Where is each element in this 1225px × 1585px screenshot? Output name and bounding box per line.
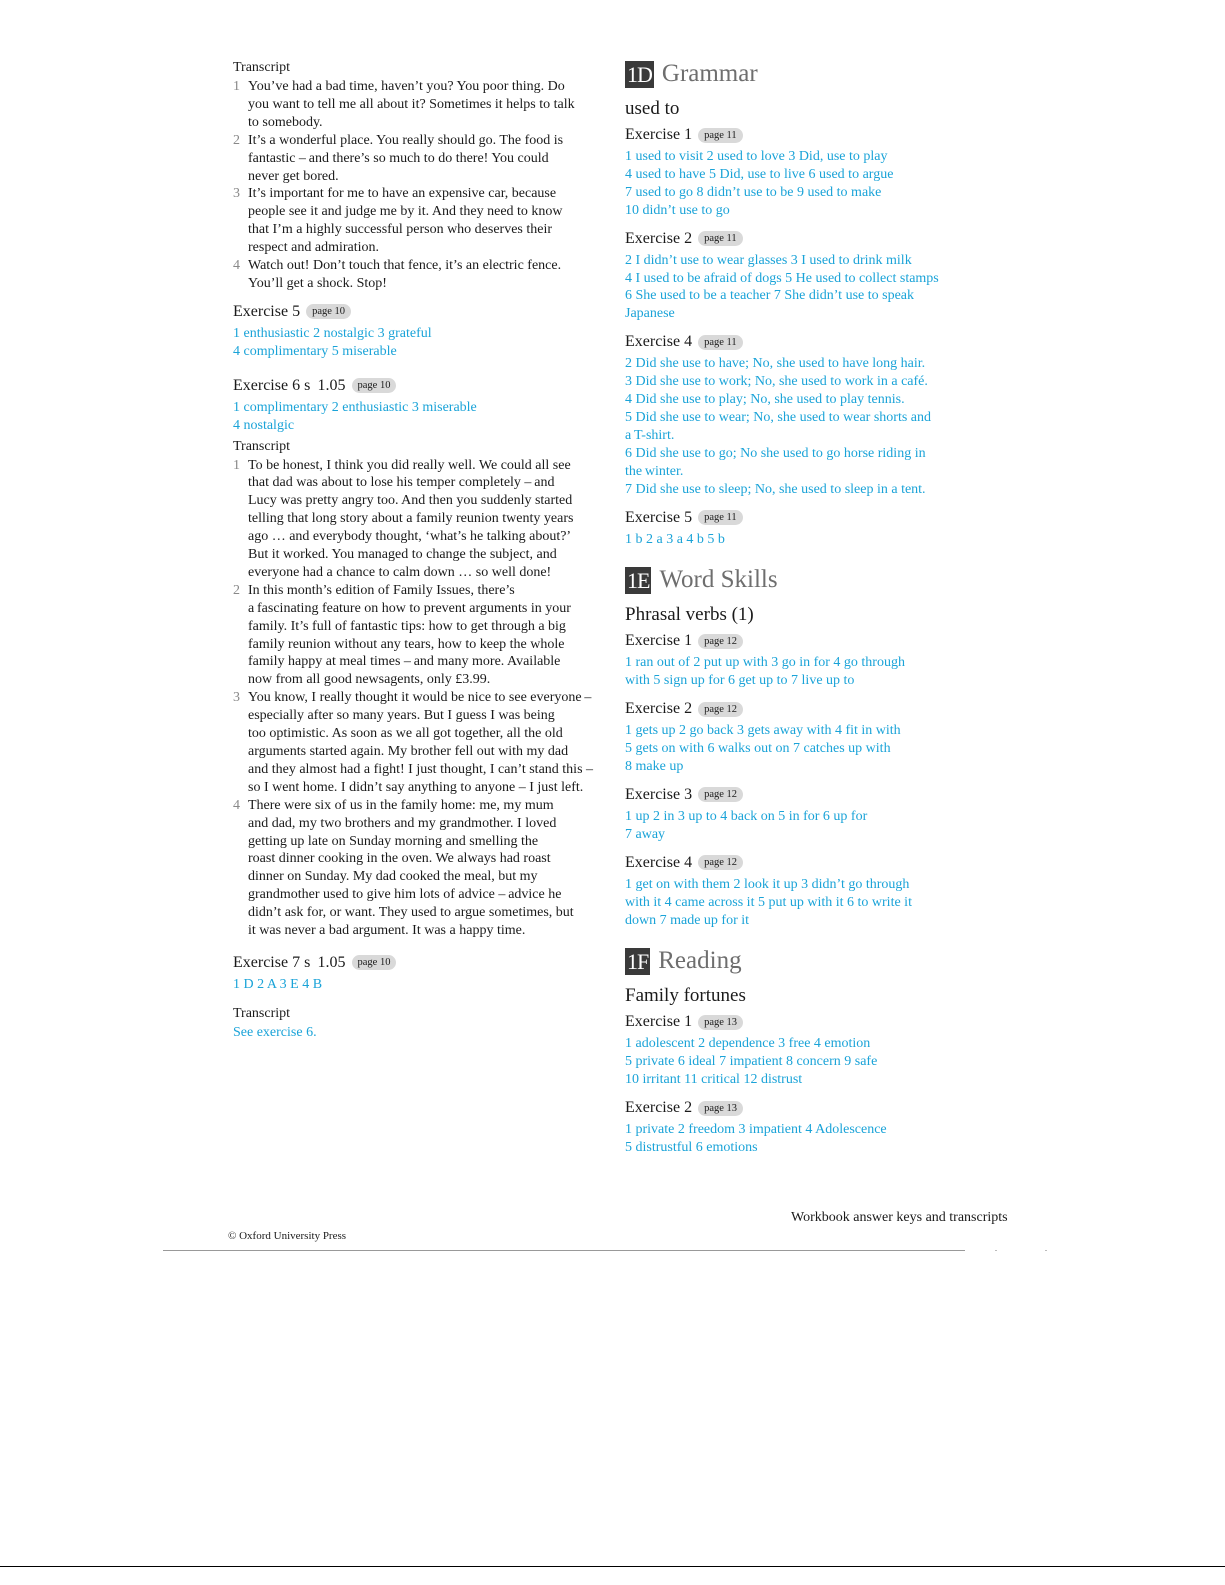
answer-line: 5 gets on with 6 walks out on 7 catches up with <box>625 741 891 757</box>
page-badge: page 12 <box>698 787 743 802</box>
transcript-line <box>233 582 608 600</box>
transcript-text: You’ve had a bad time, haven’t you? You poor thing. Do <box>248 79 565 94</box>
item-number <box>233 725 248 743</box>
transcript-text: that dad was about to lose his temper completely – and <box>248 475 555 491</box>
exercise-heading <box>625 333 1005 351</box>
item-number <box>233 779 248 797</box>
exercise-answers <box>625 531 1005 549</box>
exercise-title: Exercise 4 <box>625 853 693 871</box>
item-number <box>233 564 248 582</box>
transcript-line <box>233 743 608 761</box>
answer-line: 7 Did she use to sleep; No, she used to sleep in a tent. <box>625 481 926 497</box>
exercise-title: Exercise 1 <box>625 126 693 143</box>
answer-line: 4 complimentary 5 miserable <box>233 343 397 359</box>
item-number: 3 <box>233 186 240 202</box>
exercise-answers <box>625 1035 1005 1089</box>
transcript-line <box>233 185 608 203</box>
transcript-text: In this month’s edition of Family Issues, there’s <box>248 582 515 598</box>
answer-line: 10 didn’t use to go <box>625 202 730 218</box>
exercise-answers <box>625 252 1005 324</box>
item-number <box>233 114 248 132</box>
answer-line: 7 away <box>625 826 666 842</box>
item-number <box>233 221 248 239</box>
answer-line: 4 used to have 5 Did, use to live 6 used to argue <box>625 166 894 182</box>
transcript-line <box>233 203 608 221</box>
answer-line: the winter. <box>625 463 684 479</box>
footer-title: Workbook answer keys and transcripts <box>791 1210 1008 1225</box>
exercise-title: Exercise 4 <box>625 333 693 351</box>
transcript-line <box>233 922 608 940</box>
answer-line: Japanese <box>625 306 675 322</box>
transcript-line <box>233 96 608 114</box>
exercise-answers <box>625 876 1005 930</box>
exercise-heading <box>625 632 1005 650</box>
exercise-title: Exercise 5 <box>625 508 693 526</box>
exercise-heading <box>625 1099 1005 1117</box>
transcript-line <box>233 868 608 886</box>
transcript-line <box>233 600 608 618</box>
transcript-line <box>233 850 608 868</box>
transcript-text: To be honest, I think you did really well. We could all see <box>248 457 571 473</box>
item-number: 4 <box>233 797 240 813</box>
section-code: 1E <box>627 567 650 593</box>
transcript-line <box>233 78 608 96</box>
transcript-text: it was never a bad argument. It was a happy time. <box>248 923 526 939</box>
item-number <box>233 653 248 671</box>
exercise-title: Exercise 1 <box>625 1013 693 1031</box>
answer-line: 1 D 2 A 3 E 4 B <box>233 976 323 992</box>
transcript-line <box>233 797 608 815</box>
exercise-title: Exercise 2 <box>625 229 693 247</box>
answer-line: 10 irritant 11 critical 12 distrust <box>625 1072 803 1088</box>
transcript-line <box>233 671 608 689</box>
section-title: Word Skills <box>659 566 778 594</box>
left-column <box>233 60 608 1042</box>
item-number <box>233 761 248 779</box>
item-number <box>233 833 248 851</box>
item-number <box>233 850 248 868</box>
answer-line: 1 complimentary 2 enthusiastic 3 miserable <box>233 399 477 415</box>
section-1e <box>625 566 1005 929</box>
exercise-7-answers <box>233 976 608 994</box>
page-badge: page 13 <box>698 1101 743 1116</box>
section-1d <box>625 60 1005 548</box>
exercise-answers <box>625 148 1005 220</box>
page-badge: page 12 <box>698 855 743 870</box>
transcript-text: It’s a wonderful place. You really should go. The food is <box>248 132 564 148</box>
transcript-1 <box>233 78 608 293</box>
transcript-text: Lucy was pretty angry too. And then you suddenly started <box>248 493 573 509</box>
item-number <box>233 474 248 492</box>
transcript-label: Transcript <box>233 1005 291 1021</box>
transcript-text: There were six of us in the family home: me, my mum <box>248 797 554 813</box>
section-title: Reading <box>658 947 742 975</box>
exercise-title: Exercise 2 <box>625 700 693 718</box>
answer-line: a T-shirt. <box>625 427 675 443</box>
transcript-line <box>233 221 608 239</box>
answer-line: 1 up 2 in 3 up to 4 back on 5 in for 6 up for <box>625 808 868 824</box>
transcript-line <box>233 150 608 168</box>
answer-line: 1 enthusiastic 2 nostalgic 3 grateful <box>233 325 432 341</box>
item-number <box>233 203 248 221</box>
transcript-2 <box>233 457 608 940</box>
item-number <box>233 618 248 636</box>
exercise-title: Exercise 5 <box>233 302 301 320</box>
item-number <box>233 600 248 618</box>
section-subtitle: used to <box>625 98 680 119</box>
page-badge: page 13 <box>698 1015 743 1030</box>
transcript-line <box>233 653 608 671</box>
transcript-text: ago … and everybody thought, ‘what’s he talking about?’ <box>248 529 572 545</box>
transcript-text: too optimistic. As soon as we all got together, all the old <box>248 726 563 742</box>
page-badge: page 10 <box>352 378 397 393</box>
item-number <box>233 168 248 186</box>
answer-line: down 7 made up for it <box>625 912 750 928</box>
exercise-title: Exercise 1 <box>625 632 693 650</box>
transcript-label: Transcript <box>233 438 291 454</box>
transcript-text: family. It’s full of fantastic tips: how to get through a big <box>248 618 566 634</box>
transcript-label: Transcript <box>233 60 291 75</box>
exercise-heading <box>625 126 1005 144</box>
answer-line: 5 distrustful 6 emotions <box>625 1140 758 1156</box>
answer-line: 1 gets up 2 go back 3 gets away with 4 fit in with <box>625 723 901 739</box>
transcript-line <box>233 474 608 492</box>
transcript-text: telling that long story about a family reunion twenty years <box>248 511 574 527</box>
transcript-text: fantastic – and there’s so much to do there! You could <box>248 150 549 166</box>
section-code: 1F <box>627 948 649 974</box>
item-number <box>233 707 248 725</box>
transcript-3-text: See exercise 6. <box>233 1024 317 1040</box>
exercise-heading <box>625 700 1005 718</box>
exercise-title: Exercise 3 <box>625 785 693 803</box>
exercise-answers <box>625 355 1005 498</box>
transcript-text: roast dinner cooking in the oven. We always had roast <box>248 851 551 867</box>
exercise-answers <box>625 722 1005 776</box>
transcript-line <box>233 689 608 707</box>
item-number <box>233 528 248 546</box>
transcript-text: never get bored. <box>248 168 339 184</box>
transcript-line <box>233 761 608 779</box>
page-badge: page 11 <box>698 128 743 143</box>
exercise-heading <box>625 230 1005 248</box>
item-number <box>233 239 248 257</box>
section-heading <box>625 566 1005 594</box>
page-badge: page 11 <box>698 510 743 525</box>
transcript-line <box>233 546 608 564</box>
transcript-text: you want to tell me all about it? Sometimes it helps to talk <box>248 96 575 112</box>
section-heading <box>625 947 1005 975</box>
transcript-text: dinner on Sunday. My dad cooked the meal, but my <box>248 869 538 885</box>
item-number <box>233 671 248 689</box>
item-number <box>233 886 248 904</box>
transcript-text: so I went home. I didn’t say anything to anyone – I just left. <box>248 779 584 795</box>
answer-line: 3 Did she use to work; No, she used to work in a café. <box>625 374 928 390</box>
answer-line: 4 I used to be afraid of dogs 5 He used to collect stamps <box>625 270 939 286</box>
transcript-text: everyone had a chance to calm down … so well done! <box>248 564 552 580</box>
transcript-line <box>233 707 608 725</box>
transcript-text: getting up late on Sunday morning and smelling the <box>248 833 539 849</box>
exercise-heading <box>625 509 1005 527</box>
exercise-6-answers <box>233 399 608 435</box>
item-number <box>233 96 248 114</box>
answer-line: 2 Did she use to have; No, she used to have long hair. <box>625 356 926 372</box>
exercise-title: Exercise 2 <box>625 1099 693 1117</box>
transcript-text: and they almost had a fight! I just thought, I can’t stand this – <box>248 761 594 777</box>
answer-line: 2 I didn’t use to wear glasses 3 I used to drink milk <box>625 252 912 268</box>
exercise-title: Exercise 7 s 1.05 <box>233 953 346 971</box>
transcript-text: arguments started again. My brother fell out with my dad <box>248 744 569 759</box>
answer-line: 7 used to go 8 didn’t use to be 9 used to make <box>625 184 882 200</box>
transcript-line <box>233 886 608 904</box>
transcript-text: But it worked. You managed to change the subject, and <box>248 547 557 563</box>
answer-line: with it 4 came across it 5 put up with it 6 to write it <box>625 894 912 910</box>
page-badge: page 12 <box>698 634 743 649</box>
section-subtitle: Phrasal verbs (1) <box>625 604 754 626</box>
section-code: 1D <box>627 61 652 87</box>
exercise-heading <box>625 786 1005 804</box>
transcript-text: that I’m a highly successful person who deserves their <box>248 222 553 238</box>
transcript-line <box>233 779 608 797</box>
item-number <box>233 492 248 510</box>
transcript-line <box>233 564 608 582</box>
section-title: Grammar <box>661 60 758 87</box>
answer-line: 1 ran out of 2 put up with 3 go in for 4 go through <box>625 655 905 671</box>
transcript-line <box>233 275 608 293</box>
page-badge: page 11 <box>698 231 743 246</box>
transcript-text: to somebody. <box>248 114 323 130</box>
answer-line: with 5 sign up for 6 get up to 7 live up to <box>625 673 855 689</box>
item-number <box>233 904 248 922</box>
answer-line: 1 get on with them 2 look it up 3 didn’t go through <box>625 876 910 892</box>
transcript-text: grandmother used to give him lots of advice – advice he <box>248 887 562 903</box>
item-number: 1 <box>233 79 240 94</box>
section-heading <box>625 60 1005 88</box>
page-badge: page 11 <box>698 335 743 350</box>
transcript-line <box>233 257 608 275</box>
transcript-line <box>233 132 608 150</box>
transcript-text: now from all good newsagents, only £3.99. <box>248 672 491 688</box>
transcript-line <box>233 528 608 546</box>
transcript-text: Watch out! Don’t touch that fence, it’s an electric fence. <box>248 258 562 274</box>
transcript-line <box>233 618 608 636</box>
transcript-line <box>233 833 608 851</box>
exercise-6-heading <box>233 377 608 395</box>
item-number: 2 <box>233 582 240 598</box>
answer-line: 1 adolescent 2 dependence 3 free 4 emotion <box>625 1036 871 1052</box>
exercise-answers <box>625 654 1005 690</box>
item-number <box>233 636 248 654</box>
transcript-text: You know, I really thought it would be nice to see everyone – <box>248 690 592 706</box>
transcript-text: family happy at meal times – and many more. Available <box>248 654 561 670</box>
right-column <box>625 60 1005 1157</box>
transcript-line <box>233 510 608 528</box>
item-number: 4 <box>233 258 240 274</box>
transcript-text: people see it and judge me by it. And they need to know <box>248 204 563 220</box>
transcript-line <box>233 239 608 257</box>
item-number <box>233 868 248 886</box>
answer-line: 8 make up <box>625 759 684 775</box>
page-badge: page 10 <box>306 304 351 319</box>
answer-line: 5 Did she use to wear; No, she used to wear shorts and <box>625 409 931 425</box>
item-number <box>233 275 248 293</box>
bottom-border <box>0 1566 1225 1567</box>
footer-rule-mark <box>1045 1250 1047 1251</box>
answer-line: 1 b 2 a 3 a 4 b 5 b <box>625 531 725 547</box>
item-number <box>233 815 248 833</box>
answer-line: 6 Did she use to go; No she used to go horse riding in <box>625 445 926 461</box>
item-number <box>233 546 248 564</box>
transcript-text: a fascinating feature on how to prevent arguments in your <box>248 600 571 616</box>
transcript-line <box>233 114 608 132</box>
exercise-heading <box>625 1013 1005 1031</box>
answer-line: 6 She used to be a teacher 7 She didn’t use to speak <box>625 288 915 304</box>
transcript-text: respect and admiration. <box>248 240 380 256</box>
transcript-line <box>233 492 608 510</box>
transcript-text: family reunion without any tears, how to keep the whole <box>248 636 565 652</box>
exercise-5-heading <box>233 303 608 321</box>
transcript-line <box>233 636 608 654</box>
transcript-line <box>233 457 608 475</box>
exercise-title: Exercise 6 s 1.05 <box>233 376 346 394</box>
transcript-line <box>233 815 608 833</box>
item-number: 1 <box>233 457 240 473</box>
answer-line: 4 Did she use to play; No, she used to play tennis. <box>625 392 905 408</box>
transcript-text: and dad, my two brothers and my grandmother. I loved <box>248 815 557 831</box>
transcript-text: especially after so many years. But I guess I was being <box>248 708 555 724</box>
section-subtitle: Family fortunes <box>625 985 746 1007</box>
exercise-answers <box>625 1121 1005 1157</box>
copyright: © Oxford University Press <box>228 1230 347 1242</box>
item-number <box>233 150 248 168</box>
item-number <box>233 743 248 761</box>
exercise-heading <box>625 854 1005 872</box>
transcript-line <box>233 725 608 743</box>
item-number: 2 <box>233 132 240 148</box>
item-number: 3 <box>233 690 240 706</box>
exercise-5-answers <box>233 325 608 361</box>
section-1f <box>625 947 1005 1157</box>
exercise-7-heading <box>233 954 608 972</box>
transcript-text: didn’t ask for, or want. They used to argue sometimes, but <box>248 905 574 921</box>
page-badge: page 10 <box>352 955 397 970</box>
answer-line: 1 used to visit 2 used to love 3 Did, use to play <box>625 149 888 164</box>
transcript-line <box>233 904 608 922</box>
transcript-text: It’s important for me to have an expensive car, because <box>248 186 557 202</box>
footer-rule-mark <box>995 1250 997 1251</box>
transcript-line <box>233 168 608 186</box>
exercise-answers <box>625 808 1005 844</box>
answer-line: 4 nostalgic <box>233 417 295 433</box>
transcript-text: You’ll get a shock. Stop! <box>248 275 387 291</box>
item-number <box>233 510 248 528</box>
page-badge: page 12 <box>698 702 743 717</box>
answer-line: 1 private 2 freedom 3 impatient 4 Adolescence <box>625 1122 887 1138</box>
footer-rule <box>163 1250 965 1251</box>
item-number <box>233 922 248 940</box>
answer-line: 5 private 6 ideal 7 impatient 8 concern 9 safe <box>625 1054 878 1070</box>
